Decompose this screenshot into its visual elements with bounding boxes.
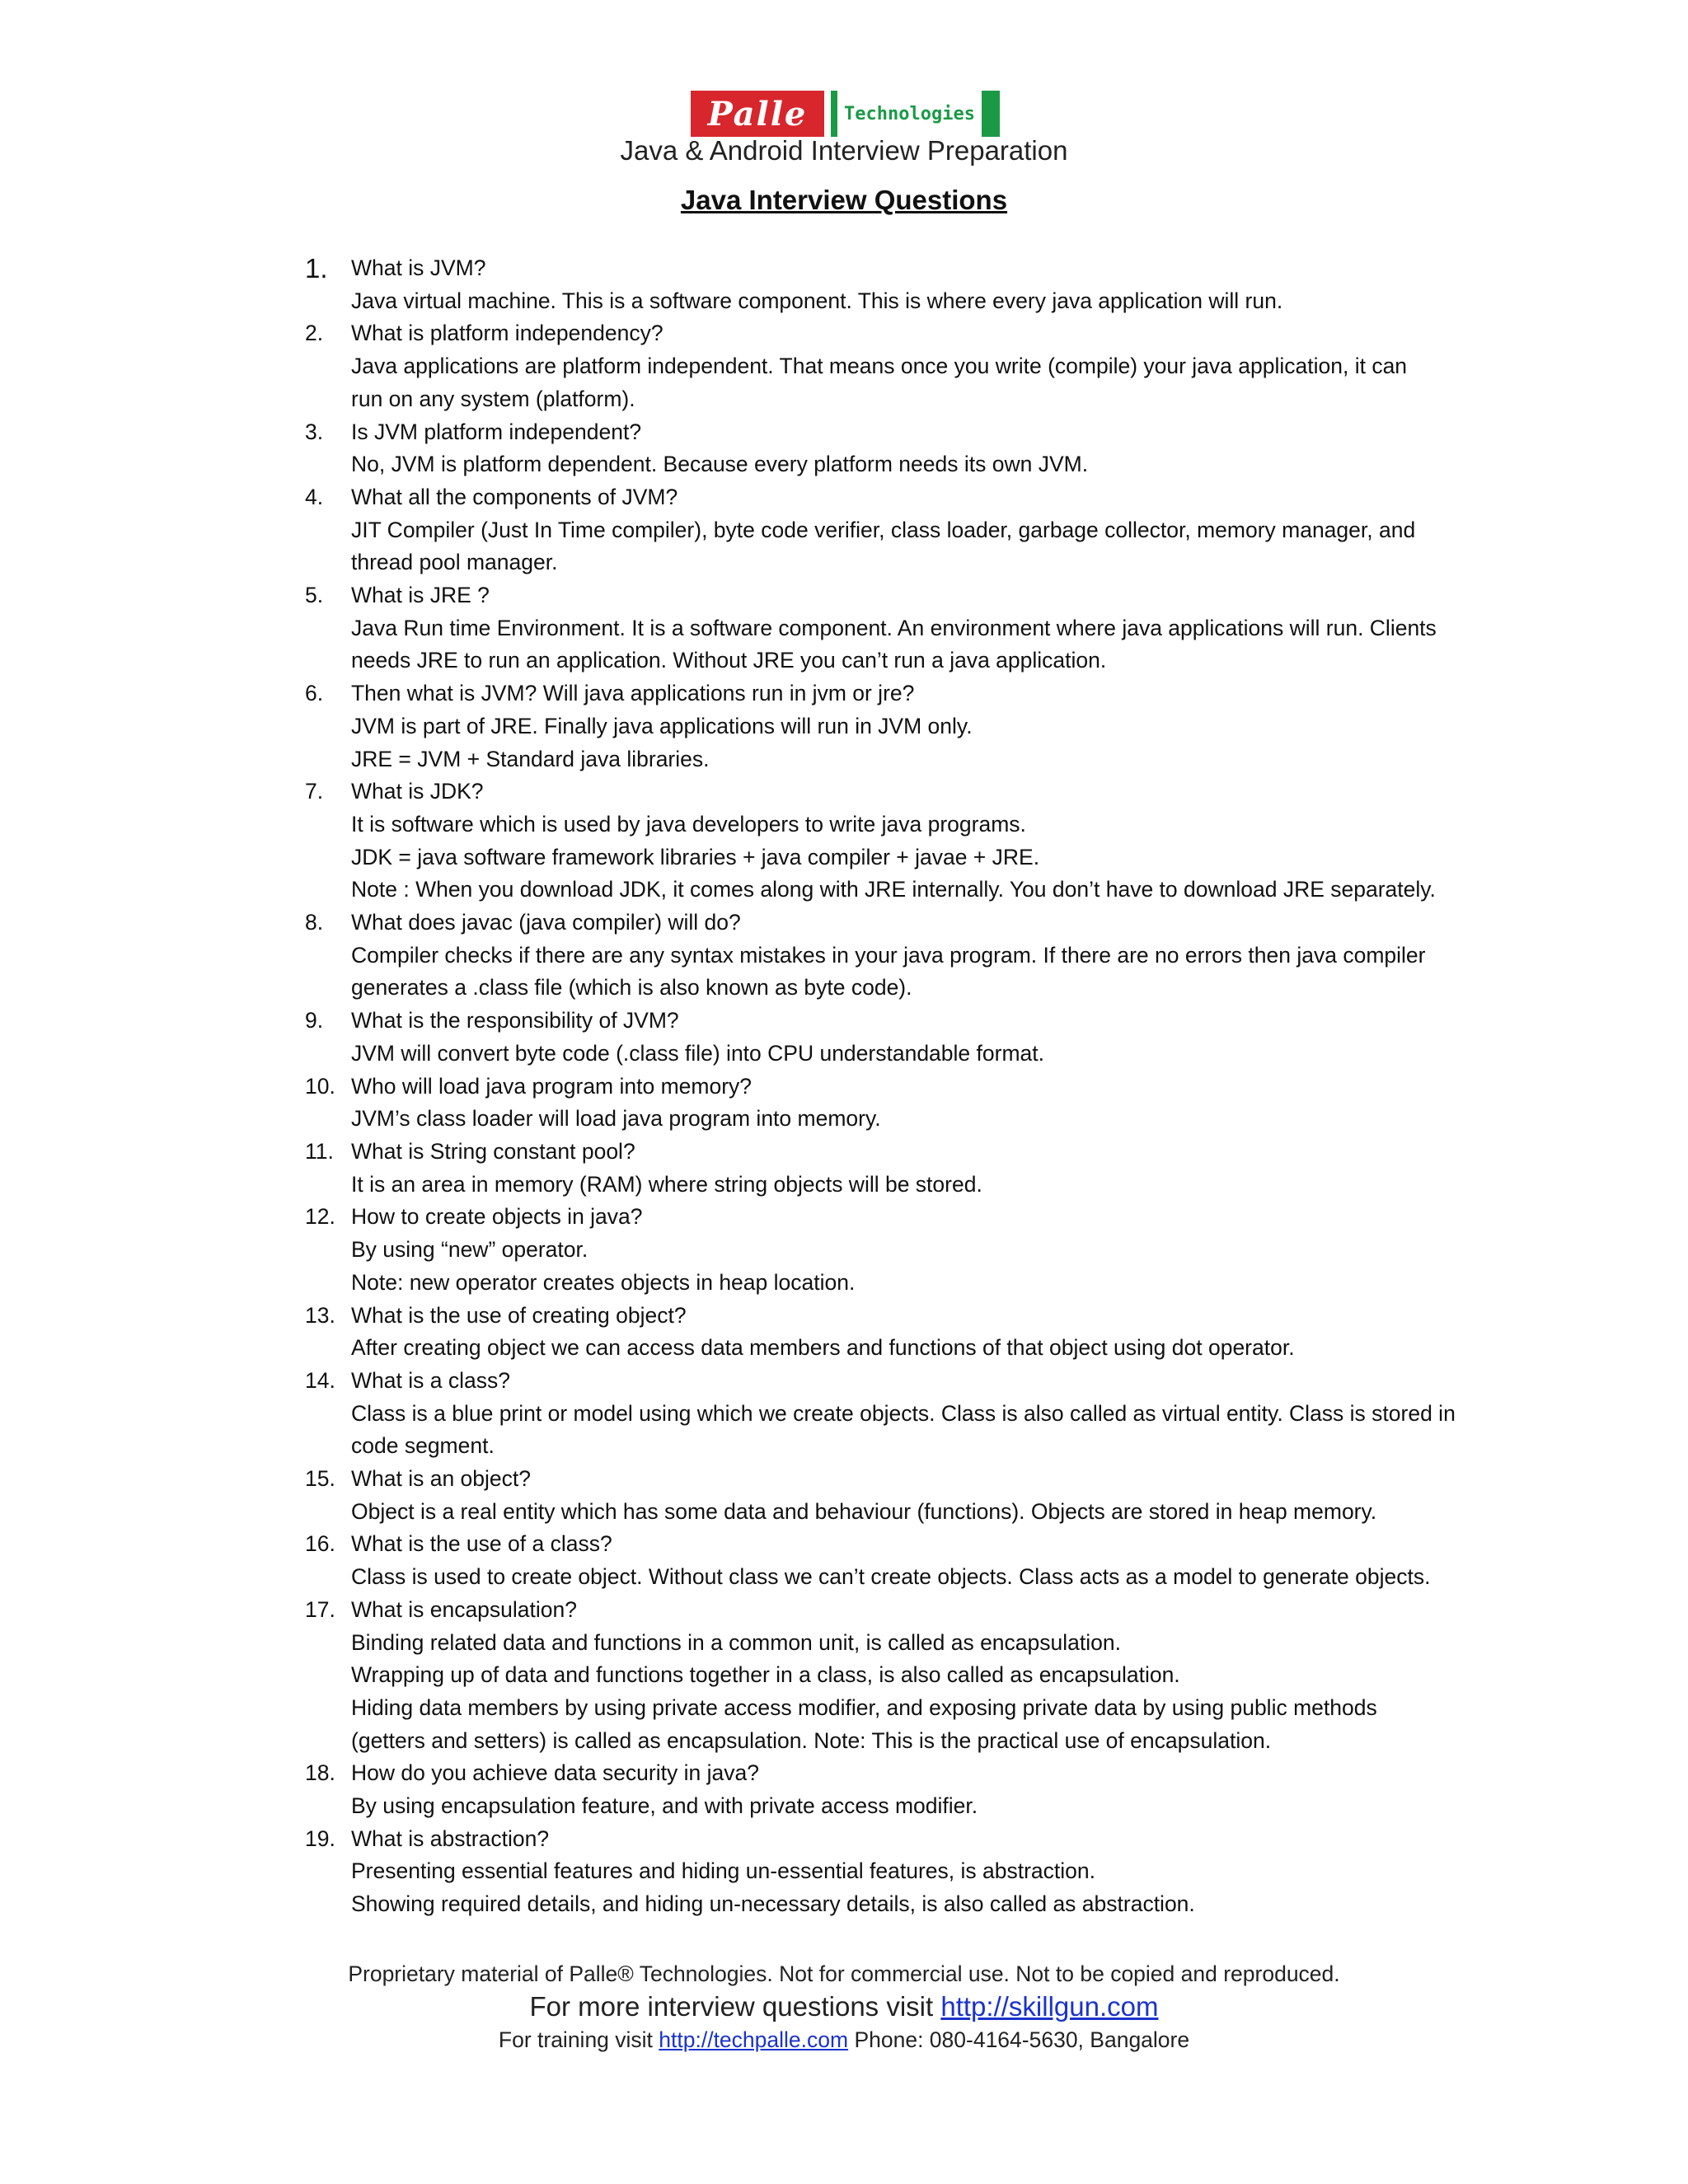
question-item [305, 1823, 1442, 1921]
question-text: What is platform independency? [351, 321, 663, 346]
question-text: Then what is JVM? Will java applications run in jvm or jre? [351, 681, 915, 706]
question-item [305, 579, 1442, 677]
question-text: Is JVM platform independent? [351, 419, 642, 444]
answer-text: Showing required details, and hiding un-necessary details, is also called as abstraction. [351, 1891, 1195, 1917]
question-text: What is the use of creating object? [351, 1302, 687, 1328]
answer-text: needs JRE to run an application. Without JRE you can’t run a java application. [351, 648, 1107, 673]
question-number: 17. [305, 1596, 335, 1622]
answer-text: JDK = java software framework libraries + java compiler + javae + JRE. [351, 844, 1040, 869]
answer-text: Hiding data members by using private access modifier, and exposing private data by using public methods [351, 1694, 1377, 1720]
answer-text: JVM’s class loader will load java program into memory. [351, 1106, 881, 1132]
answer-text: Java Run time Environment. It is a software component. An environment where java applications will run. Clients [351, 615, 1437, 640]
question-item [305, 776, 1442, 907]
skillgun-link[interactable]: http://skillgun.com [940, 1991, 1159, 2022]
question-number: 15. [305, 1466, 335, 1492]
logo-brand-text: Palle [707, 94, 808, 134]
answer-text: JRE = JVM + Standard java libraries. [351, 746, 710, 771]
answer-text: By using encapsulation feature, and with private access modifier. [351, 1793, 978, 1819]
footer-more-text: For more interview questions visit [529, 1991, 941, 2022]
answer-text: JIT Compiler (Just In Time compiler), byte code verifier, class loader, garbage collector, memory manager, and [351, 517, 1416, 542]
answer-text: Presenting essential features and hiding un-essential features, is abstraction. [351, 1858, 1096, 1884]
company-logo [691, 91, 1000, 137]
answer-text: After creating object we can access data members and functions of that object using dot operator. [351, 1335, 1295, 1361]
question-number: 1. [305, 253, 328, 284]
answer-text: JVM will convert byte code (.class file) into CPU understandable format. [351, 1040, 1044, 1066]
techpalle-link[interactable]: http://techpalle.com [659, 2027, 849, 2052]
answer-text: Java applications are platform independent. That means once you write (compile) your java application, it can [351, 354, 1408, 379]
answer-text: Note: new operator creates objects in heap location. [351, 1269, 856, 1295]
question-number: 10. [305, 1073, 335, 1099]
question-list [305, 252, 1456, 1921]
question-text: What is an object? [351, 1466, 532, 1492]
answer-text: By using “new” operator. [351, 1237, 588, 1263]
logo-tech-text: Technologies [844, 103, 975, 124]
question-item [305, 481, 1442, 579]
question-text: What is JVM? [351, 255, 486, 280]
question-number: 19. [305, 1825, 335, 1851]
question-text: What does javac (java compiler) will do? [351, 910, 741, 935]
question-item [305, 1071, 1442, 1136]
question-text: How to create objects in java? [351, 1204, 643, 1230]
footer-more-questions [0, 1991, 1688, 2022]
answer-text: Object is a real entity which has some data and behaviour (functions). Objects are stored in heap memory. [351, 1498, 1377, 1524]
page-title: Java Interview Questions [680, 185, 1008, 215]
question-number: 8. [305, 910, 324, 935]
question-item [305, 907, 1442, 1005]
question-item [305, 252, 1442, 317]
question-text: What is JDK? [351, 779, 484, 804]
answer-text: Class is used to create object. Without class we can’t create objects. Class acts as a model to generate objects. [351, 1564, 1431, 1590]
answer-text: run on any system (platform). [351, 386, 635, 411]
question-item [305, 1594, 1442, 1758]
footer-copyright: Proprietary material of Palle® Technologies. Not for commercial use. Not to be copied and reproduced. [348, 1961, 1340, 1986]
question-number: 11. [305, 1138, 334, 1164]
answer-text: Wrapping up of data and functions together in a class, is also called as encapsulation. [351, 1662, 1180, 1688]
question-number: 14. [305, 1367, 335, 1393]
question-text: What is abstraction? [351, 1825, 550, 1851]
question-number: 13. [305, 1302, 335, 1328]
answer-text: Note : When you download JDK, it comes along with JRE internally. You don’t have to download JRE separately. [351, 877, 1436, 902]
question-text: What is the responsibility of JVM? [351, 1008, 679, 1033]
answer-text: Java virtual machine. This is a software component. This is where every java application will run. [351, 288, 1283, 313]
question-number: 18. [305, 1760, 335, 1786]
question-item [305, 1463, 1442, 1528]
question-number: 5. [305, 583, 324, 608]
question-text: Who will load java program into memory? [351, 1073, 753, 1099]
answer-text: code segment. [351, 1433, 495, 1459]
footer-training-text: For training visit [498, 2027, 659, 2052]
question-text: What is String constant pool? [351, 1138, 635, 1164]
question-number: 4. [305, 484, 324, 509]
answer-text: It is an area in memory (RAM) where string objects will be stored. [351, 1171, 982, 1197]
question-number: 9. [305, 1008, 324, 1033]
question-text: What all the components of JVM? [351, 484, 678, 509]
question-text: What is JRE ? [351, 583, 490, 608]
question-item [305, 1005, 1442, 1070]
question-item [305, 1365, 1456, 1463]
question-number: 7. [305, 779, 324, 804]
question-number: 2. [305, 321, 324, 346]
question-item [305, 1528, 1442, 1593]
question-item [305, 1201, 1442, 1299]
question-text: How do you achieve data security in java? [351, 1760, 759, 1786]
question-item [305, 677, 1442, 776]
answer-text: JVM is part of JRE. Finally java applications will run in JVM only. [351, 713, 973, 738]
answer-text: (getters and setters) is called as encapsulation. Note: This is the practical use of encapsulation. [351, 1727, 1272, 1753]
question-text: What is a class? [351, 1367, 510, 1393]
question-item [305, 1757, 1442, 1822]
answer-text: generates a .class file (which is also known as byte code). [351, 975, 912, 1001]
header-title: Java & Android Interview Preparation [620, 135, 1068, 166]
footer-training [0, 2027, 1688, 2053]
logo-tech-block [831, 91, 1000, 137]
question-number: 12. [305, 1204, 335, 1230]
answer-text: Binding related data and functions in a common unit, is called as encapsulation. [351, 1629, 1121, 1655]
question-item [305, 1136, 1442, 1201]
question-number: 6. [305, 681, 324, 706]
question-text: What is the use of a class? [351, 1531, 612, 1557]
footer-phone-text: Phone: 080-4164-5630, Bangalore [848, 2027, 1190, 2052]
question-text: What is encapsulation? [351, 1596, 577, 1622]
answer-text: thread pool manager. [351, 550, 558, 575]
question-number: 16. [305, 1531, 335, 1557]
question-item [305, 317, 1442, 415]
answer-text: Compiler checks if there are any syntax mistakes in your java program. If there are no errors then java compiler [351, 942, 1426, 968]
question-number: 3. [305, 419, 324, 444]
question-item [305, 1300, 1442, 1365]
answer-text: No, JVM is platform dependent. Because every platform needs its own JVM. [351, 452, 1089, 477]
logo-brand-block [691, 91, 824, 137]
answer-text: It is software which is used by java developers to write java programs. [351, 811, 1026, 837]
question-item [305, 416, 1442, 481]
answer-text: Class is a blue print or model using which we create objects. Class is also called as virtual entity. Class is stored in [351, 1400, 1456, 1426]
